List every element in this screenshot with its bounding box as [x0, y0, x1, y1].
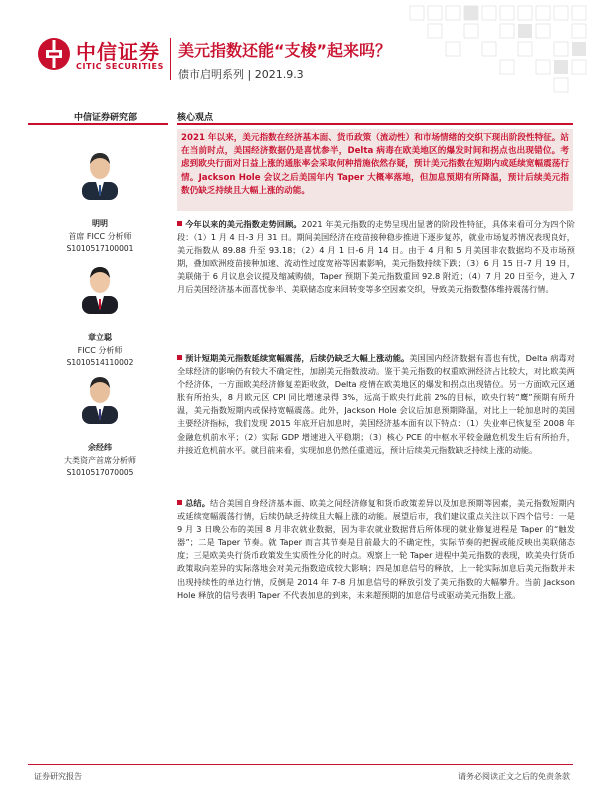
avatar [76, 370, 124, 424]
analyst-license-id: S1010514110002 [66, 358, 134, 367]
footer-report-type: 证券研究报告 [34, 772, 82, 781]
analyst-license-id: S1010517070005 [66, 468, 134, 477]
decorative-pattern [400, 0, 600, 96]
analyst-license-id: S1010517100001 [66, 244, 134, 253]
brand-name-cn: 中信证券 [76, 40, 160, 64]
analyst-name: 余经纬 [88, 443, 112, 452]
analyst-card [40, 370, 160, 477]
analyst-card [40, 146, 160, 253]
analyst-card [40, 260, 160, 367]
bullet-icon [177, 500, 182, 505]
report-header [0, 0, 600, 96]
core-view-summary: 2021 年以来，美元指数在经济基本面、货币政策（流动性）和市场情绪的交织下现出阶段性特征。站在当前时点，美国经济数据仍是喜忧参半，Delta 病毒在欧美地区的爆发时间和拐点也出现错位。考虑到欧央行面对日益上涨的通胀率会采取何种措施依然存疑，预计美元指数在短期内或延续宽幅震荡行情。Jackson Hole 会议之后美国年内 Taper 大概率落地，但加息预期有所降温，预计后续美元指数仍缺乏持续且大幅上涨的动能。 [177, 129, 573, 211]
citic-logo [36, 32, 166, 84]
section-body: 美国国内经济数据有喜也有忧，Delta 病毒对全球经济的影响仍有较大不确定性，加剧美元指数波动。鉴于美元指数的权重欧洲经济占比较大，对比欧美两个经济体，一方面欧美经济修复差距收敛，Delta 疫情在欧美地区的爆发和拐点出现错位。另一方面欧元区通胀有所抬头，8 月欧元区 CPI 同比增速录得 3%，远高于欧央行此前 2%的目标，欧央行转“鹰”预期有所升温，美元指数短期内或保持宽幅震荡。此外，Jackson Hole 会议后加息预期降温，对比上一轮加息时的美国主要经济指标，我们发现 2015 年底开启加息时，美国经济基本面有以下特点：（1）失业率已恢复至 2008 年金融危机前水平；（2）实际 GDP 增速进入平稳期；（3）核心 PCE 的中枢水平较金融危机发生后有所抬升，并接近危机前水平。就目前来看，实现加息仍然任重道远，预计后续美元指数缺乏持续上涨的动能。 [177, 353, 575, 455]
section-review [177, 218, 575, 297]
footer-rule [28, 764, 573, 765]
analyst-name: 明明 [92, 219, 108, 228]
citic-logo-icon [36, 36, 72, 72]
avatar [76, 260, 124, 314]
analyst-role: 首席 FICC 分析师 [68, 232, 132, 241]
section-body: 结合美国自身经济基本面、欧美之间经济修复和货币政策差异以及加息预期等因素，美元指数短期内或延续宽幅震荡行情，后续仍缺乏持续且大幅上涨的动能。展望后市，我们建议重点关注以下四个信号：一是 9 月 3 日晚公布的美国 8 月非农就业数据，因为非农就业数据背后所体现的就业修复进程是 Taper 的“触发器”；二是 Taper 节奏。就 Taper 而言其节奏是目前最大的不确定性，实际节奏的把握或能反映出美联储态度；三是欧美央行货币政策发生实质性分化的时点。观察上一轮 Taper 进程中美元指数的表现，欧美央行货币政策取向差异的实际落地会对美元指数造成较大影响；四是加息信号的释放，上一轮实际加息后美元指数并未出现持续性的单边行情，反倒是 2014 年 7-8 月加息信号的释放引发了美元指数的大幅攀升。当前 Jackson Hole 释放的信号表明 Taper 不代表加息的到来，未来超预期的加息信号或驱动美元指数上涨。 [177, 498, 575, 600]
main-heading: 核心观点 [177, 113, 214, 123]
analyst-role: 大类资产首席分析师 [64, 456, 136, 465]
brand-name-en: CITIC SECURITIES [76, 62, 164, 71]
bullet-icon [177, 221, 182, 226]
avatar [76, 146, 124, 200]
sidebar-heading: 中信证券研究部 [74, 113, 138, 123]
report-subtitle: 债市启明系列 | 2021.9.3 [178, 68, 304, 81]
header-divider [170, 38, 171, 80]
section-summary [177, 497, 575, 602]
section-lead: 今年以来的美元指数走势回顾。 [185, 219, 302, 229]
bullet-icon [177, 355, 182, 360]
section-lead: 总结。 [185, 498, 211, 508]
sidebar-rule [28, 123, 168, 125]
footer-disclaimer: 请务必阅读正文之后的免责条款 [458, 772, 570, 781]
analyst-role: FICC 分析师 [77, 346, 123, 355]
report-title: 美元指数还能“支棱”起来吗？ [178, 41, 392, 60]
section-outlook [177, 352, 575, 457]
section-body: 2021 年美元指数的走势呈现出显著的阶段性特征，具体来看可分为四个阶段：（1）1 月 4 日-3 月 31 日。期间美国经济在疫苗接种稳步推进下逐步复苏，就业市场复苏情况表现良好，美元指数从 89.88 升至 93.18；（2）4 月 1 日-6 月 14 日。由于 4 月和 5 月美国非农数据均不及市场预期，叠加欧洲疫苗接种加速、流动性过度宽裕等因素影响，美元指数持续下跌；（3）6 月 15 日-7 月 19 日，美联储于 6 月议息会议提及缩减购债，Taper 预期下美元指数重回 92.8 附近；（4）7 月 20 日至今，进入 7 月后美国经济基本面喜忧参半、美联储态度来回转变等多空因素交织，导致美元指数整体维持震荡行情。 [177, 219, 575, 295]
analyst-name: 章立聪 [88, 333, 112, 342]
main-rule [177, 123, 573, 125]
section-lead: 预计短期美元指数延续宽幅震荡，后续仍缺乏大幅上涨动能。 [185, 353, 410, 363]
